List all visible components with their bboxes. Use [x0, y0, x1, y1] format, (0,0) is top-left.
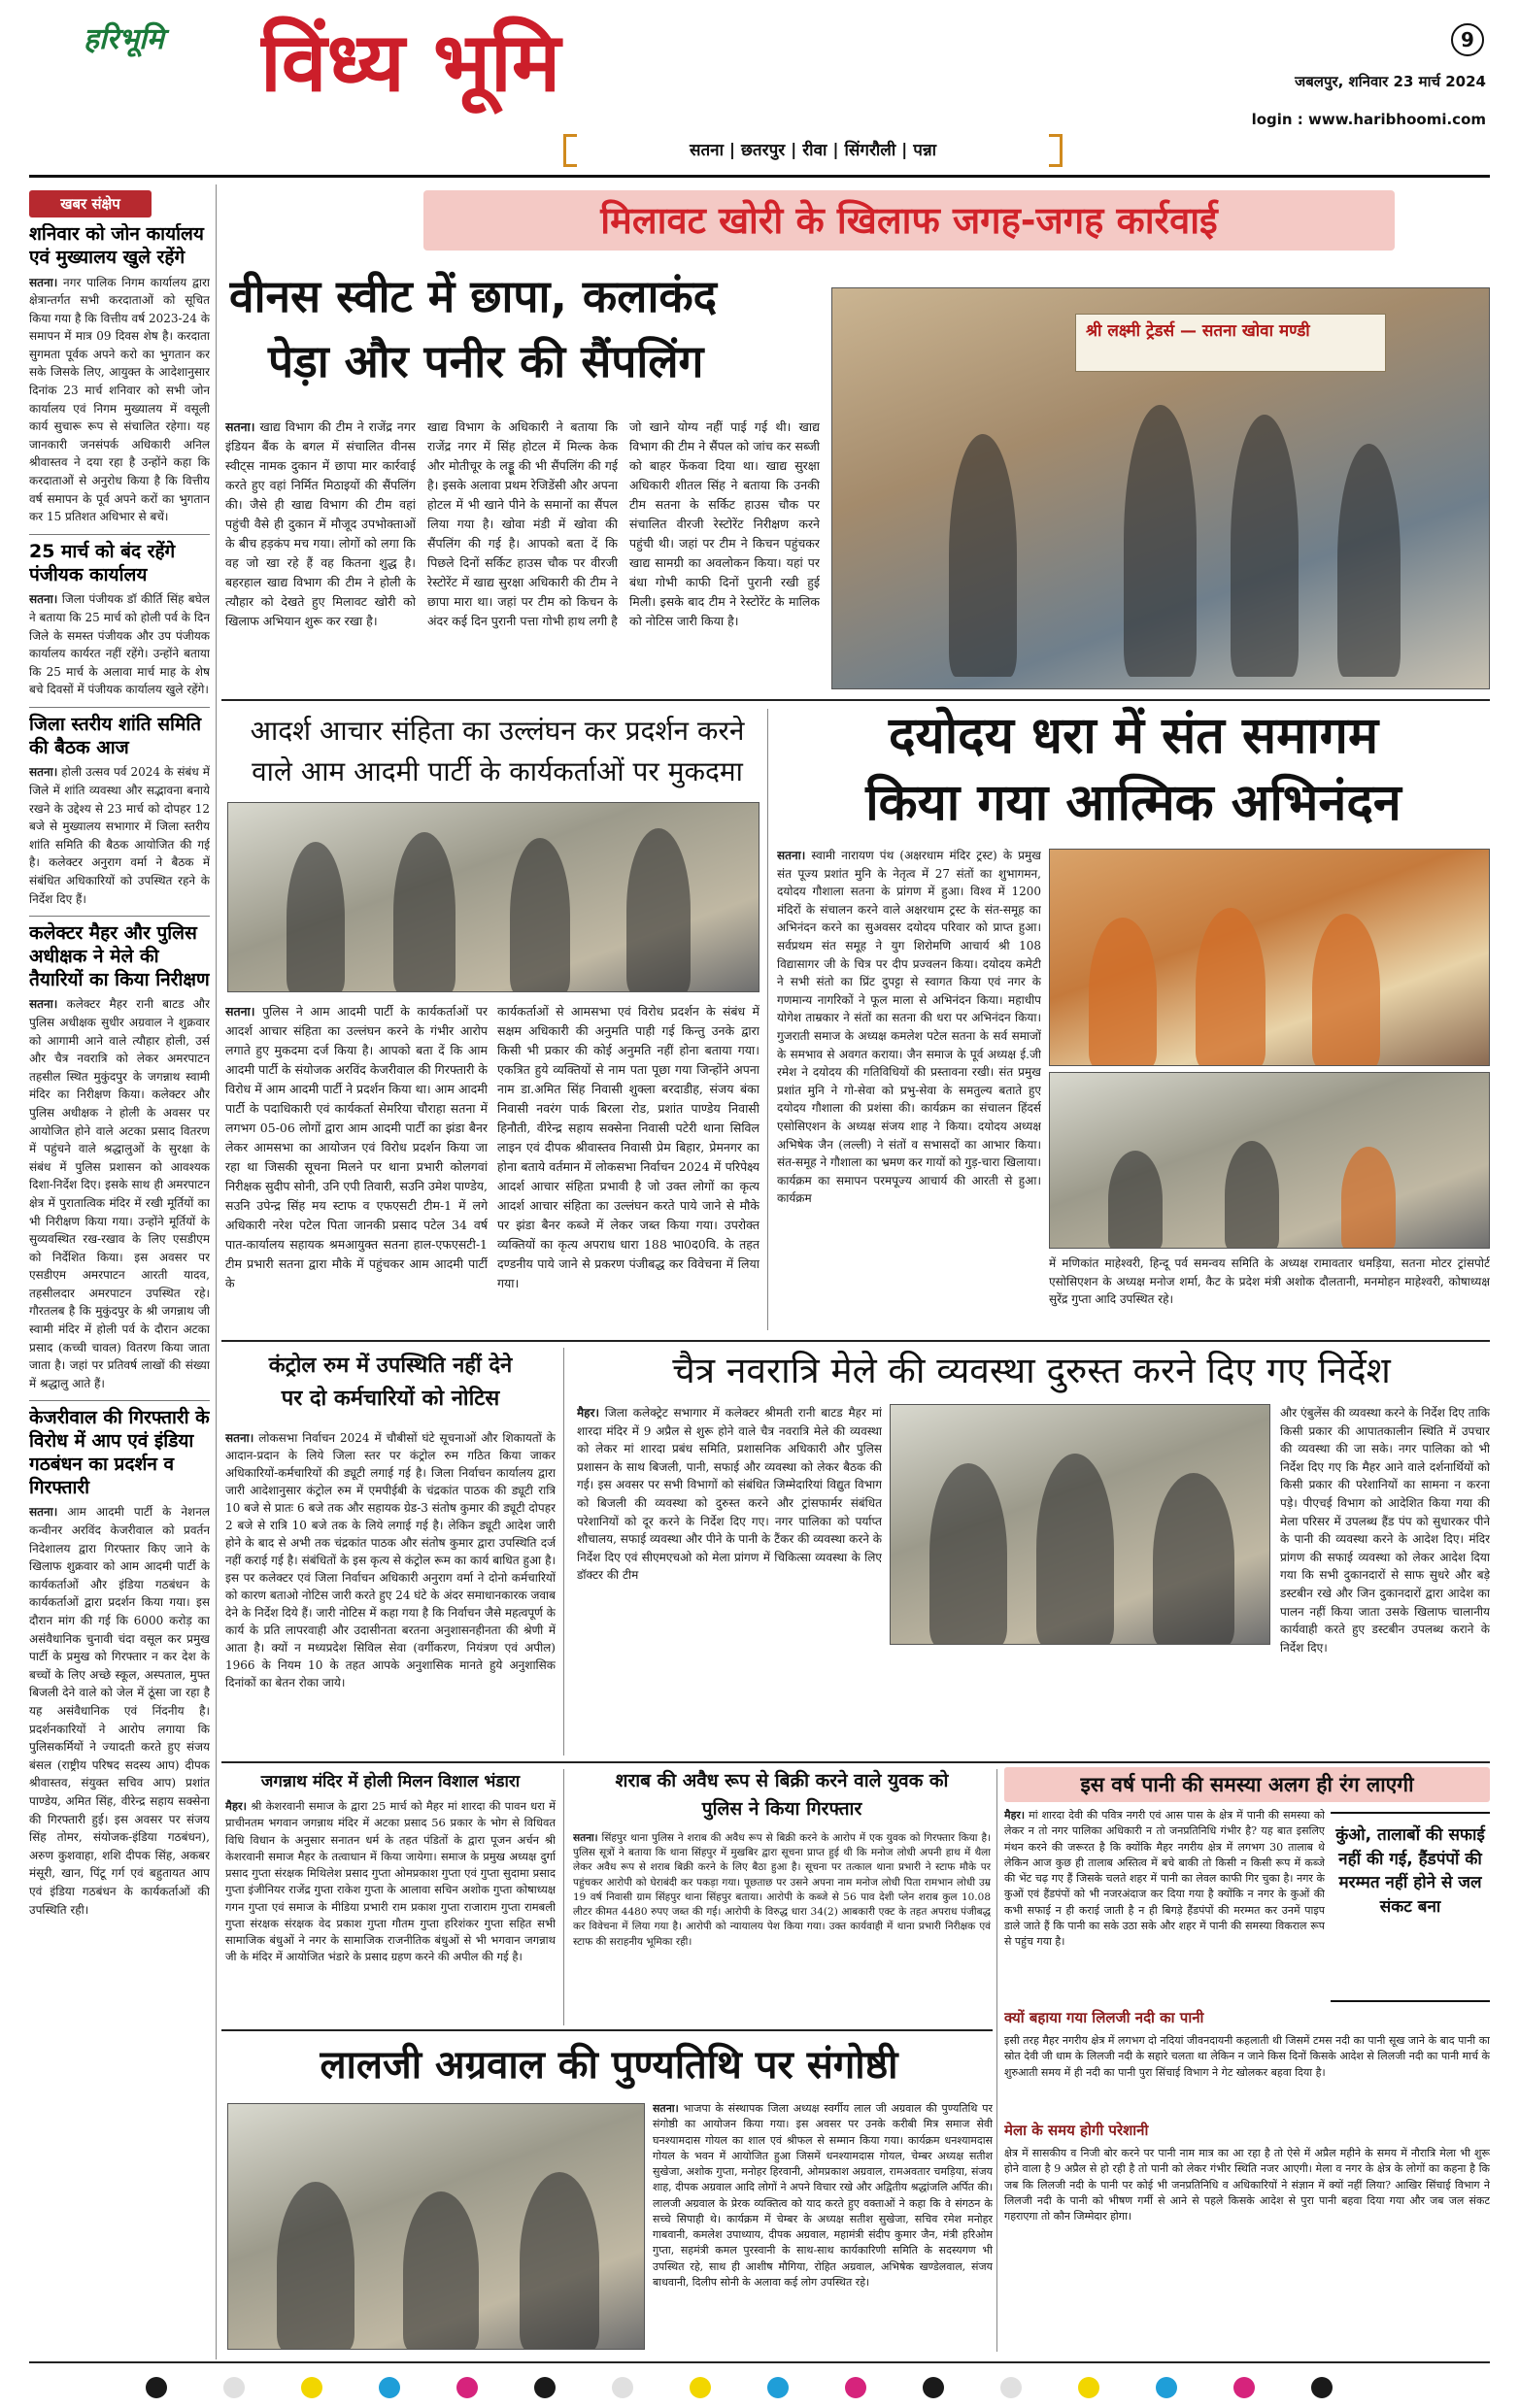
- sidebar-item-head: 25 मार्च को बंद रहेंगे पंजीयक कार्यालय: [29, 540, 176, 585]
- photo-person: [626, 828, 691, 992]
- section-rule: [221, 1761, 1490, 1763]
- registration-dot: [845, 2377, 866, 2398]
- photo-person: [520, 2172, 599, 2350]
- photo-person: [1153, 1473, 1234, 1645]
- registration-dot: [612, 2377, 633, 2398]
- aap-headline-line1: आदर्श आचार संहिता का उल्लंघन कर प्रदर्शन करने: [250, 715, 745, 747]
- brand-logo: हरिभूमि: [84, 22, 164, 56]
- lalji-headline: लालजी अग्रवाल की पुण्यतिथि पर संगोष्ठी: [320, 2043, 898, 2088]
- sharab-headline-line2: पुलिस ने किया गिरफ्तार: [701, 1798, 862, 1821]
- registration-dot: [1156, 2377, 1177, 2398]
- milawat-col1: सतना। खाद्य विभाग की टीम ने राजेंद्र नगर इंडियन बैंक के बगल में संचालित वीनस स्वीट्स नामक दुकान में छापा मार कार्रवाई करते हुए वहां निर्मित मिठाइयों की सैंपलिंग की। जैसे ही खाद्य विभाग की टीम वहां पहुंची वैसे ही दुकान में मौजूद उपभोक्ताओं के बीच हड़कंप मच गया। लोगों को लगा कि वह जो खा रहे हैं वह कितना शुद्ध है। बहरहाल खाद्य विभाग की टीम ने होली के त्यौहार को देखते हुए मिलावट खोरी को खिलाफ अभियान शुरू कर रखा है।: [225, 419, 416, 628]
- photo-person: [510, 838, 570, 992]
- pani-subhead-1: क्यों बहाया गया लिलजी नदी का पानी: [1004, 2009, 1204, 2026]
- aap-col2: कार्यकर्ताओं से आमसभा एवं विरोध प्रदर्शन के संबंध में सक्षम अधिकारी की अनुमति पाही गई किन्तु उनके द्वारा किसी भी प्रकार की कोई अनुमति नहीं होना बताया गया। एकत्रित हुये व्यक्तियों से नाम पता पूछा गया जिन्होंने अपना नाम डा.अमित सिंह निवासी शुक्ला बरदाडीह, संजय बंका निवासी नवरंग पार्क बिरला रोड, प्रशांत पाण्डेय निवासी हिनौती, वीरेन्द्र सहाय सक्सेना निवासी पटेरी थाना सिविल लाइन एवं दीपक श्रीवास्तव निवासी प्रेम बिहार, प्रेमनगर का होना बताये वर्तमान में लोकसभा निर्वाचन 2024 में परिपेक्ष्य आदर्श आचार संहिता प्रभावी है जो उक्त लोगों का कृत्य आदर्श आचार संहिता का उल्लंघन करते पाये जाने से मौके पर झंडा बैनर कब्जे में लेकर जब्त किया गया। उपरोक्त व्यक्तियों का कृत्य अपराध धारा 188 भा0द0वि. के तहत दण्डनीय पाये जाने से प्रकरण पंजीबद्ध कर विवेचना में लिया गया।: [497, 1004, 760, 1290]
- sidebar-item: [29, 707, 210, 908]
- section-title: विंध्य भूमि: [260, 15, 561, 110]
- login-url[interactable]: login : www.haribhoomi.com: [1251, 111, 1486, 128]
- section-rule: [221, 2029, 993, 2031]
- registration-dot: [534, 2377, 556, 2398]
- sharab-headline: [573, 1767, 991, 1827]
- registration-dot: [456, 2377, 478, 2398]
- photo-person: [1089, 918, 1157, 1066]
- dayoday-photo-top: [1049, 849, 1490, 1066]
- control-text: सतना। लोकसभा निर्वाचन 2024 में चौबीसों घंटे सूचनाओं और शिकायतों के आदान-प्रदान के लिये जिला स्तर पर कंट्रोल रुम गठित किया जाकर अधिकारियों-कर्मचारियों की ड्यूटी लगाई गई है। जिला निर्वाचन कार्यालय द्वारा जारी आदेशानुसार कंट्रोल रुम में एमपीईबी के चंद्रकांत पाठक की ड्यूटी रात्रि 10 बजे से प्रातः 6 बजे तक और सहायक ग्रेड-3 संतोष कुमार की ड्यूटी दोपहर 2 बजे से रात्रि 10 बजे तक के लिये लगाई गई है। लेकिन ड्यूटी आदेश जारी होने के बाद से अभी तक चंद्रकांत पाठक और संतोष कुमार द्वारा उपस्थिति दर्ज नहीं कराई गई है। संबंधितों के इस कृत्य से कंट्रोल रूम का कार्य बाधित हुआ है। इस पर कलेक्टर एवं जिला निर्वाचन अधिकारी अनुराग वर्मा ने दोनो कर्मचारियों को कारण बताओ नोटिस जारी करते हुए 24 घंटे के अंदर समाधानकारक जवाब देने के निर्देश दिये हैं। जारी नोटिस में कहा गया है कि निर्वाचन जैसे महत्वपूर्ण के कार्य के प्रति लापरवाही और उदासीनता बरतना अनुशासनहीनता की श्रेणी में आता है। क्यों न मध्यप्रदेश सिविल सेवा (वर्गीकरण, नियंत्रण एवं अपील) 1966 के नियम 10 के तहत आपके अनुशासिक मानते हुये अनुशासिक दिनांकों का बेतन रोका जाये।: [225, 1431, 556, 1689]
- photo-person: [949, 434, 1017, 677]
- section-rule: [221, 699, 1490, 701]
- sidebar-divider: [216, 184, 217, 2359]
- navratri-col1: मैहर। जिला कलेक्ट्रेट सभागार में कलेक्टर श्रीमती रानी बाटड मैहर मां शारदा मंदिर में 9 अप्रैल से शुरू होने वाले चैत्र नवरात्रि मेले की व्यवस्था को लेकर मां शारदा प्रबंध समिति, प्रशासनिक अधिकारी और पुलिस प्रशासन के साथ बिजली, पानी, सफाई और व्यवस्था को लेकर बैठक की गई। इस अवसर पर सभी विभागों को संबंधित जिम्मेदारियां विद्युत विभाग को बिजली की व्यवस्था को दुरुस्त करने और ट्रांसफार्मर संबंधित परेशानियों को दूर करने के निर्देश दिए गए। नगर पालिका को पर्याप्त शौचालय, सफाई व्यवस्था और पीने के पानी के टैंकर की व्यवस्था करने के निर्देश दिए एवं सीएमएचओ को मेला प्रांगण में चिकित्सा व्यवस्था के लिए डॉक्टर की टीम: [577, 1406, 882, 1583]
- dayoday-caption: में मणिकांत माहेश्वरी, हिन्दू पर्व समन्वय समिति के अध्यक्ष रामावतार धमड़िया, सतना मोटर ट्रांसपोर्ट एसोसिएशन के अध्यक्ष मनोज शर्मा, कैट के प्रदेश मंत्री अशोक दौलतानी, मनमोहन माहेश्वरी, कोषाध्यक्ष सुरेंद्र गुप्ता आदि उपस्थित रहे।: [1049, 1256, 1490, 1307]
- milawat-col2: खाद्य विभाग के अधिकारी ने बताया कि राजेंद्र नगर में सिंह होटल में मिल्क केक और मोतीचूर के लड्डू की भी सैंपलिंग की गई है। इसके अलावा प्रथम रेजिडेंसी और अपना होटल में भी खाने पीने के समानों का सैंपल लिया गया है। खोवा मंडी में खोवा की सैंपलिंग की गई है। आपको बता दें कि पिछले दिनों सर्किट हाउस चौक पर वीरजी रेस्टोरेंट में खाद्य सुरक्षा अधिकारी की टीम ने छापा मारा था। जहां पर टीम को किचन के अंदर कई दिन पुरानी पत्ता गोभी हाथ लगी है: [427, 419, 618, 628]
- photo-person: [393, 832, 456, 992]
- photo-person: [1231, 415, 1299, 677]
- pani-col2: इसी तरह मैहर नगरीय क्षेत्र में लगभग दो नदियां जीवनदायनी कहलाती थी जिसमें टमस नदी का पानी सूख जाने के बाद पानी का स्रोत देवी जी धाम के लिलजी नदी के सहारे चलता था लेकिन न जाने किस दिनों किसके आदेश से लिलजी नदी का पानी मार्च के शुरुआती समय में ही नदी का पानी पुरा सिंचाई विभाग ने गेट खोलकर बहवा दिया है।: [1004, 2034, 1490, 2079]
- lalji-text: सतना। भाजपा के संस्थापक जिला अध्यक्ष स्वर्गीय लाल जी अग्रवाल की पुण्यतिथि पर संगोष्ठी का आयोजन किया गया। इस अवसर पर उनके करीबी मित्र समाज सेवी घनश्यामदास गोयल का शाल एवं श्रीफल से सम्मान किया गया। कार्यक्रम धनश्यामदास गोयल के भवन में आयोजित हुआ जिसमें धनश्यामदास गोयल, चेम्बर अध्यक्ष सतीश सुखेजा, अशोक गुप्ता, मनोहर हिरवानी, ओमप्रकाश अग्रवाल, रामअवतार चमड़िया, संजय शाह, दीपक अग्रवाल आदि लोगों ने अपने विचार रखे और अद्वितीय श्रद्धांजलि अर्पित की। लालजी अग्रवाल के प्रेरक व्यक्तित्व को याद करते हुए वक्ताओं ने कहा कि वे संगठन के सच्चे सिपाही थे। कार्यक्रम में चेम्बर के अध्यक्ष सतीश सुखेजा, सचिव रमेश मनोहर गाबवानी, कमलेश उपाध्याय, दीपक अग्रवाल, महामंत्री संदीप कुमार जैन, मंत्री हरिओम गुप्ता, सहमंत्री कमल पुरस्वानी के साथ-साथ कार्यकारिणी समिति के सदस्यगण भी उपस्थित रहे, साथ ही आशीष मौगिया, रोहित अग्रवाल, अभिषेक खण्डेलवाल, संजय बाधवानी, दिलीप सोनी के अलावा कई लोग उपस्थित रहे।: [653, 2102, 993, 2289]
- sidebar-item: [29, 534, 210, 699]
- issue-date: जबलपुर, शनिवार 23 मार्च 2024: [1295, 73, 1486, 90]
- photo-person: [1108, 1151, 1163, 1249]
- photo-person: [1337, 444, 1401, 677]
- aap-headline: [225, 711, 769, 794]
- registration-dot: [379, 2377, 400, 2398]
- registration-dot: [1078, 2377, 1099, 2398]
- photo-person: [929, 1463, 1007, 1645]
- control-headline-line1: कंट्रोल रुम में उपस्थिति नहीं देने: [268, 1354, 513, 1378]
- sharab-text: सतना। सिंहपुर थाना पुलिस ने शराब की अवैध रूप से बिक्री करने के आरोप में एक युवक को गिरफ्तार किया है। पुलिस सूत्रों ने बताया कि थाना सिंहपुर में मुखबिर द्वारा सूचना प्राप्त हुई थी कि मनोज लोधी अपनी हाथ में थैला लेकर अवैध रूप से शराब बिक्री करने के लिए बैठा हुआ है। सूचना पर तत्काल थाना प्रभारी ने स्टाफ मौके पर पहुंचकर आरोपी को घेराबंदी कर पकड़ा गया। पूछताछ पर उसने अपना नाम मनोज लोधी पिता रामभान लोधी उम्र 19 वर्ष निवासी ग्राम सिंहपुर थाना सिंहपुर बताया। आरोपी के कब्जे से 56 पाव देशी प्लेन शराब कुल 10.08 लीटर कीमत 4480 रुपए जब्त की गई। आरोपी के विरुद्ध धारा 34(2) आबकारी एक्ट के तहत अपराध पंजीबद्ध कर विवेचना में लिया गया है। आरोपी को न्यायालय पेश किया गया। उक्त कार्यवाही में थाना प्रभारी निरीक्षक एवं स्टाफ की सराहनीय भूमिका रही।: [573, 1832, 991, 1948]
- lalji-photo: [227, 2103, 645, 2350]
- registration-dot: [690, 2377, 711, 2398]
- photo-person: [287, 842, 345, 992]
- sidebar-item-head: जिला स्तरीय शांति समिति की बैठक आज: [29, 713, 202, 758]
- dayoday-headline-line1: दयोदय धरा में संत समागम: [888, 707, 1379, 765]
- sidebar-item: [29, 916, 210, 1392]
- photo-person: [1225, 1141, 1279, 1249]
- registration-dot: [1311, 2377, 1333, 2398]
- photo-person: [1036, 1454, 1114, 1645]
- masthead-rule: [29, 175, 1490, 178]
- dayoday-headline: [777, 703, 1490, 839]
- page-number: 9: [1451, 23, 1484, 56]
- registration-dot: [1000, 2377, 1022, 2398]
- sharab-headline-line1: शराब की अवैध रूप से बिक्री करने वाले युवक को: [615, 1770, 949, 1791]
- registration-dot: [767, 2377, 789, 2398]
- registration-dot: [1233, 2377, 1255, 2398]
- regions-bar: सतना | छतरपुर | रीवा | सिंगरौली | पन्ना: [689, 141, 937, 160]
- milawat-headline: [229, 264, 822, 400]
- sidebar-item: [29, 1400, 210, 1919]
- milawat-col3: जो खाने योग्य नहीं पाई गई थी। खाद्य विभाग की टीम ने सैंपल को जांच कर सब्जी को बाहर फेंकवा दिया था। खाद्य सुरक्षा अधिकारी शीतल सिंह ने बताया कि उनकी टीम सतना के सर्किट हाउस चौक पर संचालित वीरजी रेस्टोरेंट निरीक्षण करने पहुंची थी। जहां पर टीम ने किचन पहुंचकर खाद्य सामग्री का अवलोकन किया। यहां पर बंधा गोभी काफी दिनों पुरानी रखी हुई मिली। इसके बाद टीम ने रेस्टोरेंट के मालिक को नोटिस जारी किया है।: [629, 419, 820, 628]
- column-divider: [563, 1769, 564, 2025]
- column-divider: [996, 1769, 997, 2352]
- sidebar-item-head: केजरीवाल की गिरफ्तारी के विरोध में आप एवं इंडिया गठबंधन का प्रदर्शन व गिरफ्तारी: [29, 1407, 210, 1498]
- photo-person: [277, 2182, 354, 2350]
- photo-person: [1341, 1147, 1396, 1249]
- column-divider: [767, 709, 768, 1330]
- regions-bracket-left: [563, 134, 577, 167]
- sidebar-label: खबर संक्षेप: [29, 190, 152, 217]
- sidebar-item-head: शनिवार को जोन कार्यालय एवं मुख्यालय खुले रहेंगे: [29, 223, 204, 268]
- navratri-photo: [890, 1404, 1270, 1645]
- bhandara-headline: जगन्नाथ मंदिर में होली मिलन विशाल भंडारा: [260, 1772, 521, 1791]
- photo-person: [1196, 908, 1266, 1066]
- dayoday-headline-line2: किया गया आत्मिक अभिनंदन: [865, 773, 1401, 832]
- registration-dot: [223, 2377, 245, 2398]
- aap-headline-line2: वाले आम आदमी पार्टी के कार्यकर्ताओं पर मुकदमा: [252, 755, 743, 787]
- aap-photo: [227, 802, 760, 992]
- sidebar-item-text: सतना। कलेक्टर मैहर रानी बाटड और पुलिस अधीक्षक सुधीर अग्रवाल ने शुक्रवार को आगामी आने वाले त्यौहार होली, उर्स और चैत्र नवरात्रि को लेकर अमरपाटन तहसील स्थित मुकुंदपुर के जगन्नाथ स्वामी मंदिर का निरीक्षण किया। कलेक्टर और पुलिस अधीक्षक ने होली के अवसर पर आयोजित होने वाले अटका प्रसाद वितरण में पहुंचने वाले श्रद्धालुओं के सुरक्षा के संबंध में पुलिस प्रशासन को आवश्यक दिशा-निर्देश दिए। इसके साथ ही अमरपाटन क्षेत्र में पुरातात्विक मंदिर में रखी मूर्तियों का भी निरीक्षण किया गया। उन्होंने मूर्तियों के सुव्यवस्थित रख-रखाव के लिए एसडीएम को निर्देशित किया। इस अवसर पर एसडीएम अमरपाटन आरती यादव, तहसीलदार अमरपाटन उपस्थित रहे। गौरतलब है कि मुकुंदपुर के श्री जगन्नाथ जी स्वामी मंदिर में होली पर्व के दौरान अटका प्रसाद (कच्ची चावल) वितरण किया जाता जाता है। जहां पर प्रतिवर्ष लाखों की संख्या में श्रद्धालु आते हैं।: [29, 997, 210, 1390]
- navratri-col2: और एंबुलेंस की व्यवस्था करने के निर्देश दिए ताकि किसी प्रकार की आपातकालीन स्थिति में उपचार की व्यवस्था की जा सके। नगर पालिका को भी निर्देश दिए गए कि मैहर आने वाले दर्शनार्थियों को किसी प्रकार की परेशानियों का सामना न करना पड़े। पीएचई विभाग को आदेशित किया गया की मेला परिसर में उपलब्ध हैंड पंप को सुधारकर पीने के पानी की व्यवस्था करने के आदेश दिए। मंदिर प्रांगण की सफाई व्यवस्था को लेकर आदेश दिया गया कि सभी दुकानदारों से साफ सुधरे और बड़े डस्टबीन रखे और जिन दुकानदारों द्वारा आदेश का पालन नहीं किया जाता उसके खिलाफ चालानीय कार्यवाही करते हुए डस्टबीन उपलब्ध कराने के निर्देश दिए।: [1280, 1406, 1490, 1655]
- control-headline-line2: पर दो कर्मचारियों को नोटिस: [281, 1387, 500, 1412]
- milawat-kicker: मिलावट खोरी के खिलाफ जगह-जगह कार्रवाई: [423, 190, 1395, 251]
- dayoday-photo-bottom: [1049, 1072, 1490, 1249]
- photo-person: [1124, 405, 1197, 677]
- registration-dot: [923, 2377, 944, 2398]
- column-divider: [563, 1348, 564, 1756]
- sidebar-item: [29, 223, 210, 526]
- milawat-headline-line2: पेड़ा और पनीर की सैंपलिंग: [268, 334, 704, 387]
- sidebar-item-text: सतना। जिला पंजीयक डॉ कीर्ति सिंह बघेल ने बताया कि 25 मार्च को होली पर्व के दिन जिले के समस्त पंजीयक और उप पंजीयक कार्यालय कार्यरत नहीं रहेंगे। उन्होंने बताया कि 25 मार्च के अलावा मार्च माह के शेष बचे दिवसों में पंजीयक कार्यालय खुले रहेंगे।: [29, 592, 210, 697]
- sidebar-item-text: सतना। नगर पालिक निगम कार्यालय द्वारा क्षेत्रान्तर्गत सभी करदाताओं को सूचित किया गया है कि वित्तीय वर्ष 2023-24 के समापन में मात्र 09 दिवस शेष है। करदाता सुगमता पूर्वक अपने करो का भुगतान कर सके जिसके लिए, आयुक्त के आदेशानुसार दिनांक 23 मार्च शनिवार को सभी जोन कार्यालय एवं निगम मुख्यालय में वसूली कार्य सुचारू रूप से संचालित रहेगा। यह जानकारी जनसंपर्क अधिकारी अनिल श्रीवास्तव ने दया रहा है उन्होंने कहा कि करदाताओं से अनुरोध किया है कि वित्तीय वर्ष समापन के पूर्व अपने करों का भुगतान कर 15 प्रतिशत अधिभार से बचें।: [29, 275, 210, 524]
- pani-pullquote: कुंओ, तालाबों की सफाई नहीं की गई, हैंडपंपों की मरम्मत नहीं होने से जल संकट बना: [1331, 1812, 1490, 2002]
- registration-dot: [301, 2377, 322, 2398]
- aap-col1: सतना। पुलिस ने आम आदमी पार्टी के कार्यकर्ताओं पर आदर्श आचार संहिता का उल्लंघन करने के गंभीर आरोप लगाते हुए मुकदमा दर्ज किया है। आपको बता दें कि आम आदमी पार्टी के संयोजक अरविंद केजरीवाल की गिरफ्तारी के विरोध में आम आदमी पार्टी ने प्रदर्शन किया था। आम आदमी पार्टी के पदाधिकारी एवं कार्यकर्ता सेमरिया चौराहा सतना में लगभग 05-06 लोगों द्वारा आम आदमी पार्टी का झंडा बैनर लेकर आमसभा का आयोजन एवं विरोध प्रदर्शन किया जा रहा था जिसकी सूचना मिलने पर थाना प्रभारी कोलगवां निरीक्षक सुदीप सोनी, उनि एपी तिवारी, सउनि उमेश पाण्डेय, सउनि उपेन्द्र सिंह मय स्टाफ व एफएसटी टीम-1 में लगे अधिकारी नरेश पटेल पिता जानकी प्रसाद पटेल 34 वर्ष पात-कार्यालय सहायक श्रमआयुक्त सतना हाल-एफएसटी-1 टीम प्रभारी सतना द्वारा मौके में पहुंचकर आम आदमी पार्टी के: [225, 1004, 488, 1290]
- bhandara-text: मैहर। श्री केशरवानी समाज के द्वारा 25 मार्च को मैहर मां शारदा की पावन धरा में प्राचीनतम भगवान जगन्नाथ मंदिर में अटका प्रसाद 56 प्रकार के भोग से विधिवत विधि विधान के अनुसार सनातन धर्म के तहत पंडितों के द्वारा पूजन अर्चन श्री केशरवानी समाज मैहर के तत्वाधान में किया जायेगा। समाज के प्रमुख अध्यक्ष दुर्गा प्रसाद गुप्ता संरक्षक मिथिलेश प्रसाद गुप्ता ओमप्रकाश गुप्ता एवं गुप्ता सुदामा प्रसाद गुप्ता इंजीनियर राजेंद्र गुप्ता राकेश गुप्ता के आलावा सचिन अशोक गुप्ता कोषाध्यक्ष गगन गुप्ता एवं समाज के मीडिया प्रभारी राम प्रकाश गुप्ता राजाराम गुप्ता रामबली गुप्ता संरक्षक संरक्षक वेद प्रकाश गुप्ता गौतम गुप्ता हरिशंकर गुप्ता सहित सभी सामाजिक बंधुओं ने नगर के सामाजिक राजनीतिक बंधुओं से भी भगवान जगन्नाथ जी के मंदिर में आयोजित भंडारे के प्रसाद ग्रहण करने की अपील की गई है।: [225, 1799, 556, 1964]
- photo-person: [1312, 914, 1380, 1066]
- milawat-headline-line1: वीनस स्वीट में छापा, कलाकंद: [229, 270, 718, 322]
- control-headline: [225, 1350, 556, 1423]
- navratri-headline: चैत्र नवरात्रि मेले की व्यवस्था दुरुस्त करने दिए गए निर्देश: [672, 1350, 1391, 1391]
- registration-marks: [0, 2375, 1519, 2404]
- regions-bracket-right: [1049, 134, 1063, 167]
- milawat-photo: [831, 287, 1490, 689]
- sidebar-item-text: सतना। आम आदमी पार्टी के नेशनल कन्वीनर अरविंद केजरीवाल को प्रवर्तन निदेशालय द्वारा गिरफ्तार किए जाने के खिलाफ शुक्रवार को आम आदमी पार्टी के कार्यकर्ताओं और इंडिया गठबंधन के कार्यकर्ताओं द्वारा प्रदर्शन किया गया। इस दौरान मांग की गई कि 6000 करोड़ का असंवैधानिक चुनावी चंदा वसूल कर प्रमुख पार्टी के प्रमुख को गिरफ्तार न कर देश के बच्चों के लिए अच्छे स्कूल, अस्पताल, मुफ्त बिजली देने वाले को जेल में ठूंसा जा रहा है यह असंवैधानिक एवं निंदनीय है। प्रदर्शनकारियों ने आरोप लगाया कि पुलिसकर्मियों ने ज्यादती करते हुए संजय बंसल (राष्ट्रीय परिषद सदस्य आप) दीपक श्रीवास्तव, संयुक्त सचिव आप) प्रशांत पाण्डेय, अमित सिंह, वीरेन्द्र सहाय सक्सेना की गिरफ्तारी हुई। इस अवसर पर संजय सिंह तोमर, संयोजक-इंडिया गठबंधन), अरुण कुशवाहा, शशि दीपक सिंह, अकबर मंसूरी, खान, पिंटू गर्ग एवं बहुतायत आप एवं इंडिया गठबंधन के कार्यकर्ताओं की उपस्थिति रही।: [29, 1505, 210, 1917]
- pani-col3: क्षेत्र में सासकीय व निजी बोर करने पर पानी नाम मात्र का आ रहा है तो ऐसे में अप्रैल महीने के समय में नौरात्रि मेला भी शुरू होने वाला है 9 अप्रैल से हो रही है तो पानी को लेकर गंभीर स्थिति नजर आएगी। मेला व नगर के क्षेत्र के लोगों का कहना है कि जब कि लिलजी नदी के पानी पर कोई भी जनप्रतिनिधि व अधिकारियों ने संज्ञान में क्यों नहीं लिया? आखिर सिंचाई विभाग ने लिलजी नदी के पानी को भीषण गर्मी से आने से पहले किसके आदेश से पुरा पानी बहवा दिया गया और जब जल संकट गहराएगा तो कौन जिम्मेदार होगा।: [1004, 2147, 1490, 2224]
- sidebar-item-text: सतना। होली उत्सव पर्व 2024 के संबंध में जिले में शांति व्यवस्था और सद्भावना बनाये रखने के उद्देश्य से 23 मार्च को दोपहर 12 बजे से मुख्यालय सभागार में जिला स्तरीय शांति समिति की बैठक आयोजित की गई है। कलेक्टर अनुराग वर्मा ने बैठक में संबंधित अधिकारियों को उपस्थित रहने के निर्देश दिए हैं।: [29, 765, 210, 906]
- pani-subhead-2: मेला के समय होगी परेशानी: [1004, 2122, 1149, 2139]
- milawat-photo-sign: श्री लक्ष्मी ट्रेडर्स — सतना खोवा मण्डी: [1075, 314, 1386, 372]
- pani-col1: मैहर। मां शारदा देवी की पवित्र नगरी एवं आस पास के क्षेत्र में पानी की समस्या को लेकर न तो नगर पालिका अधिकारी न तो जनप्रतिनिधि गंभीर है? यह बात इसलिए मंथन करने की जरूरत है कि क्योंकि मैहर नगरीय क्षेत्र में लगभग 30 तालाब थे लेकिन आज कुछ ही तालाब अस्तित्व में बचे बाकी तो किसी न किसी रूप में कब्जे की भेंट चढ़ गए हैं जिसके चलते शहर में पानी का लेवल काफी गिर चुका है। नगर के कुओं एवं हैंडपंपों को भी नजरअंदाज कर दिया गया है क्योंकि न नगर के कुओं की कभी सफाई न ही कराई जाती है न ही बिगड़े हैंडपंपों की मरम्मत कर उनमें पाइप डाले जाते हैं कि पानी का सके उठा सके और शहर में पानी की समस्या विकराल रूप से पहुंच गया है।: [1004, 1809, 1325, 1949]
- footer-rule: [29, 2361, 1490, 2363]
- photo-person: [403, 2191, 479, 2350]
- sidebar-item-head: कलेक्टर मैहर और पुलिस अधीक्षक ने मेले की तैयारियों का किया निरीक्षण: [29, 922, 210, 990]
- pani-headline: इस वर्ष पानी की समस्या अलग ही रंग लाएगी: [1004, 1767, 1490, 1802]
- dayoday-text: सतना। स्वामी नारायण पंथ (अक्षरधाम मंदिर ट्रस्ट) के प्रमुख संत पूज्य प्रशांत मुनि के नेतृत्व में 27 संतों का शुभागमन, दयोदय गौशाला सतना के प्रांगण में हुआ। विश्व में 1200 मंदिरों के संचालन करने वाले अक्षरधाम ट्रस्ट के संत-समूह का अभिनंदन करने का सुअवसर दयोदय परिवार को प्राप्त हुआ। सर्वप्रथम संत समूह ने युग शिरोमणि आचार्य श्री 108 विद्यासागर जी के चित्र पर दीप प्रज्वलन किया। दयोदय कमेटी ने सभी संतो का प्रिंट दुपट्टा से स्वागत किया एवं नगर के गणमान्य नागरिकों ने फूल माला से अभिनंदन किया। महाधीप योगेश ताम्रकार ने संतों का सतना की धरा पर अभिनंदन किया। गुजराती समाज के अध्यक्ष कमलेश पटेल सतना के सर्व समाजों के समभाव से अवगत कराया। जैन समाज के पूर्व अध्यक्ष ई.जी रमेश ने दयोदय की गतिविधियों की प्रस्तावना रखी। संत प्रमुख प्रशांत मुनि ने गो-सेवा को प्रभु-सेवा के समतुल्य बताते हुए दयोदय गौशाला की प्रशंसा की। कार्यक्रम का संचालन हिंदर्स एसोसिएशन के अध्यक्ष संजय शाह ने किया। दयोदय अध्यक्ष अभिषेक जैन (लल्ली) ने संतों व सभासदों का आभार किया। संत-समूह ने गौशाला का भ्रमण कर गायों को गुड़-चारा खिलाया। कार्यक्रम का समापन परमपूज्य आचार्य की आरती से हुआ। कार्यक्रम: [777, 849, 1041, 1206]
- section-rule: [221, 1340, 1490, 1342]
- sidebar-column: [29, 223, 210, 2350]
- registration-dot: [146, 2377, 167, 2398]
